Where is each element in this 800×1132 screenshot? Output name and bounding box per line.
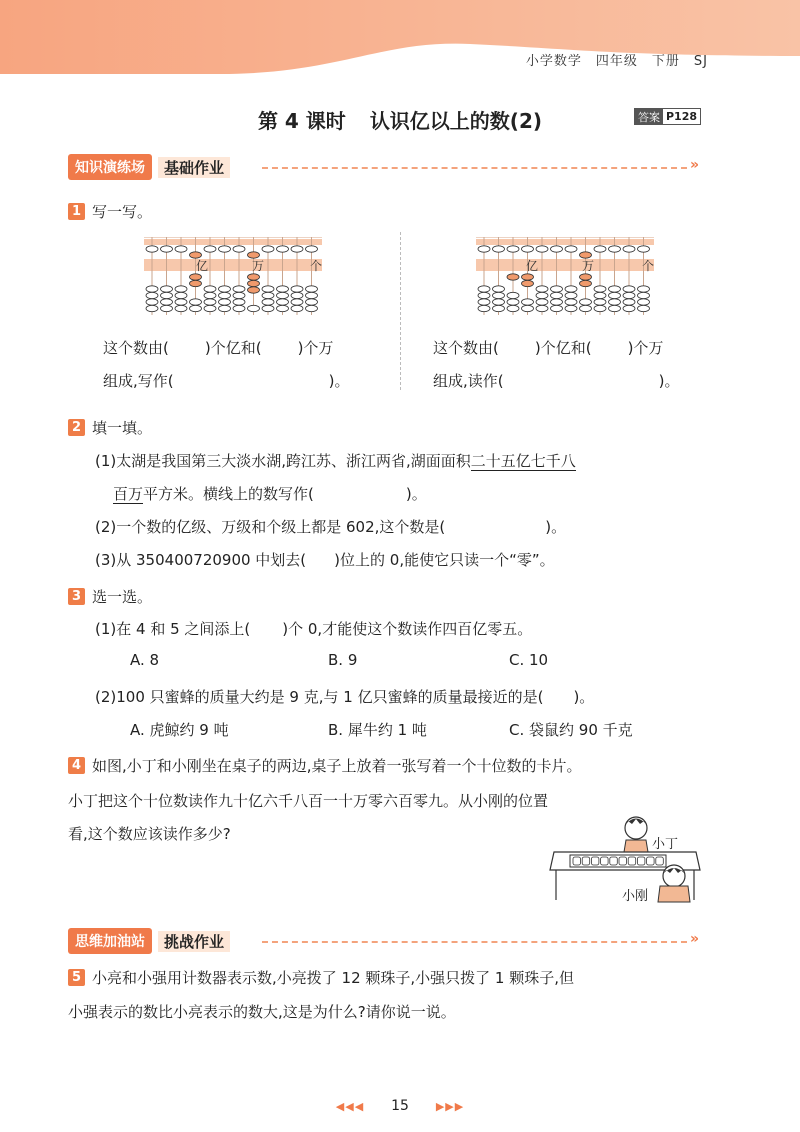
page-footer [0, 1098, 800, 1114]
abacus-bead [204, 299, 216, 305]
abacus-bead [522, 280, 534, 286]
abacus-bead [623, 286, 635, 292]
abacus-bead [565, 305, 577, 311]
abacus-bead [175, 246, 187, 252]
abacus-bead [478, 299, 490, 305]
question-number: 2 [68, 419, 85, 436]
abacus-bead [507, 246, 519, 252]
abacus-bead [493, 305, 505, 311]
abacus-bead [306, 286, 318, 292]
left-arrows-icon: ◀◀◀ [335, 1100, 365, 1113]
abacus-bead [638, 292, 650, 298]
abacus-bead [233, 305, 245, 311]
abacus-bead [190, 252, 202, 258]
abacus-bead [161, 292, 173, 298]
answer-page: P128 [666, 110, 698, 123]
table-illustration [548, 812, 708, 904]
abacus-bead [522, 305, 534, 311]
abacus-bead [262, 305, 274, 311]
card-digit-box [619, 857, 627, 865]
abacus-bead [146, 292, 158, 298]
abacus-bead [478, 246, 490, 252]
abacus-bead [291, 246, 303, 252]
card-digit-box [656, 857, 664, 865]
abacus-bead [536, 286, 548, 292]
abacus-bead [638, 286, 650, 292]
card-digit-box [582, 857, 590, 865]
abacus-bead [190, 280, 202, 286]
abacus-bead [248, 287, 260, 293]
abacus-bead [493, 246, 505, 252]
abacus-bead [262, 286, 274, 292]
abacus-bead [146, 299, 158, 305]
column-divider [400, 232, 401, 390]
abacus-bead [565, 299, 577, 305]
abacus-bead [190, 299, 202, 305]
question-1-title: 1 写一写。 [68, 201, 152, 222]
abacus-bead [638, 299, 650, 305]
abacus-bead [277, 292, 289, 298]
question-number: 1 [68, 203, 85, 220]
abacus-bead [565, 292, 577, 298]
boy-xiaoding [624, 817, 648, 852]
question-3-title: 3 选一选。 [68, 586, 152, 607]
abacus-bead [306, 246, 318, 252]
abacus-bead [175, 305, 187, 311]
double-chevron-icon: » [690, 931, 698, 947]
question-5-line-2: 小强表示的数比小亮表示的数大,这是为什么?请你说一说。 [68, 1003, 456, 1021]
abacus-bead [161, 299, 173, 305]
q2-part-1-line-2: 百万平方米。横线上的数写作( )。 [113, 485, 427, 503]
abacus-bead [580, 305, 592, 311]
q3-part-2: (2)100 只蜜蜂的质量大约是 9 克,与 1 亿只蜜蜂的质量最接近的是( )。 [95, 688, 595, 706]
abacus-right [476, 237, 656, 317]
abacus-bead [594, 246, 606, 252]
abacus-bead [161, 286, 173, 292]
card-digit-box [628, 857, 636, 865]
abacus-bead [478, 286, 490, 292]
question-4-line-1: 4 如图,小丁和小刚坐在桌子的两边,桌子上放着一张写着一个十位数的卡片。 [68, 755, 582, 776]
abacus-bead [291, 286, 303, 292]
q1-left-line-1: 这个数由( )个亿和( )个万 [103, 339, 334, 357]
card-digit-box [591, 857, 599, 865]
abacus-bead [594, 305, 606, 311]
q1-right-line-2: 组成,读作( )。 [433, 372, 680, 390]
abacus-bead [536, 246, 548, 252]
abacus-bead [262, 246, 274, 252]
abacus-bead [233, 292, 245, 298]
lesson-number: 第 4 课时 [257, 109, 346, 133]
abacus-bead [219, 246, 231, 252]
abacus-bead [536, 299, 548, 305]
abacus-bead [507, 305, 519, 311]
question-4-line-3: 看,这个数应该读作多少? [68, 825, 231, 843]
abacus-bead [204, 305, 216, 311]
abacus-bead [233, 286, 245, 292]
abacus-bead [291, 305, 303, 311]
abacus-bead [551, 246, 563, 252]
abacus-bead [522, 274, 534, 280]
right-arrows-icon: ▶▶▶ [435, 1100, 465, 1113]
abacus-bead [609, 286, 621, 292]
section-challenge-header [68, 928, 230, 954]
abacus-bead [291, 292, 303, 298]
abacus-bead [219, 299, 231, 305]
card-digit-box [601, 857, 609, 865]
section-badge: 思维加油站 [68, 928, 152, 954]
q1-left-line-2: 组成,写作( )。 [103, 372, 350, 390]
abacus-bead [219, 305, 231, 311]
abacus-bead [306, 305, 318, 311]
section-subtitle: 基础作业 [158, 157, 230, 178]
abacus-bead [204, 292, 216, 298]
abacus-bead [175, 286, 187, 292]
card-digit-box [637, 857, 645, 865]
abacus-bead [204, 246, 216, 252]
abacus-bead [507, 299, 519, 305]
abacus-bead [146, 305, 158, 311]
abacus-bead [248, 280, 260, 286]
abacus-bead [262, 299, 274, 305]
abacus-bead [248, 274, 260, 280]
section-basic-header [68, 154, 230, 180]
abacus-bead [233, 299, 245, 305]
abacus-bead [507, 274, 519, 280]
abacus-bead [580, 252, 592, 258]
abacus-bead [478, 292, 490, 298]
abacus-bead [623, 299, 635, 305]
section-dashed-line [262, 167, 687, 169]
q3-option-a-2[interactable]: A. 虎鲸约 9 吨 [130, 721, 229, 739]
abacus-bead [493, 292, 505, 298]
abacus-bead [609, 299, 621, 305]
q2-part-1-line-1: (1)太湖是我国第三大淡水湖,跨江苏、浙江两省,湖面面积二十五亿七千八 [95, 452, 576, 470]
question-4-line-2: 小丁把这个十位数读作九十亿六千八百一十万零六百零九。从小刚的位置 [68, 792, 549, 810]
abacus-bead [248, 305, 260, 311]
abacus-bead [565, 286, 577, 292]
label-wan: 万 [582, 259, 595, 273]
abacus-bead [190, 305, 202, 311]
abacus-bead [219, 286, 231, 292]
label-xiaoding: 小丁 [652, 837, 679, 852]
abacus-bead [536, 292, 548, 298]
card-digit-box [647, 857, 655, 865]
abacus-bead [175, 292, 187, 298]
question-number: 5 [68, 969, 85, 986]
section-subtitle: 挑战作业 [158, 931, 230, 952]
abacus-bead [551, 286, 563, 292]
abacus-left [144, 237, 324, 317]
abacus-bead [190, 274, 202, 280]
abacus-bead [262, 292, 274, 298]
q3-part-1: (1)在 4 和 5 之间添上( )个 0,才能使这个数读作四百亿零五。 [95, 620, 533, 638]
question-5-line-1: 5 小亮和小强用计数器表示数,小亮拨了 12 颗珠子,小强只拨了 1 颗珠子,但 [68, 967, 574, 988]
question-2-title: 2 填一填。 [68, 417, 152, 438]
abacus-frame [144, 237, 322, 271]
q2-part-3: (3)从 350400720900 中划去( )位上的 0,能使它只读一个“零”。 [95, 551, 555, 569]
abacus-bead [277, 246, 289, 252]
abacus-frame [476, 237, 654, 271]
label-wan: 万 [252, 259, 265, 273]
abacus-bead [306, 292, 318, 298]
abacus-bead [146, 286, 158, 292]
label-xiaogang: 小刚 [622, 889, 649, 904]
abacus-bead [522, 299, 534, 305]
header-text: 小学数学 四年级 下册 SJ [525, 54, 708, 69]
q3-option-b-2[interactable]: B. 犀牛约 1 吨 [328, 721, 427, 739]
abacus-bead [580, 280, 592, 286]
abacus-bead [233, 246, 245, 252]
abacus-bead [306, 299, 318, 305]
card-digit-box [610, 857, 618, 865]
abacus-bead [551, 299, 563, 305]
abacus-bead [609, 292, 621, 298]
abacus-bead [623, 292, 635, 298]
abacus-bead [291, 299, 303, 305]
abacus-bead [609, 305, 621, 311]
answer-tag [634, 108, 701, 125]
abacus-bead [638, 305, 650, 311]
abacus-bead [594, 286, 606, 292]
abacus-bead [594, 299, 606, 305]
card-digit-box [573, 857, 581, 865]
page-number: 15 [391, 1098, 409, 1114]
abacus-bead [551, 292, 563, 298]
abacus-bead [478, 305, 490, 311]
answer-label: 答案 [635, 109, 663, 124]
section-dashed-line [262, 941, 687, 943]
abacus-bead [493, 299, 505, 305]
abacus-bead [580, 299, 592, 305]
lesson-name: 认识亿以上的数(2) [369, 109, 543, 133]
label-yi: 亿 [526, 259, 539, 273]
label-ge: 个 [642, 259, 655, 273]
q3-option-a[interactable]: A. 8 [130, 651, 160, 669]
double-chevron-icon: » [690, 157, 698, 173]
abacus-bead [248, 252, 260, 258]
abacus-bead [204, 286, 216, 292]
abacus-bead [580, 274, 592, 280]
abacus-bead [277, 305, 289, 311]
abacus-bead [594, 292, 606, 298]
abacus-bead [161, 305, 173, 311]
abacus-bead [638, 246, 650, 252]
abacus-bead [507, 292, 519, 298]
q3-option-c-2[interactable]: C. 袋鼠约 90 千克 [509, 721, 633, 739]
abacus-bead [623, 305, 635, 311]
abacus-bead [551, 305, 563, 311]
section-badge: 知识演练场 [68, 154, 152, 180]
abacus-bead [175, 299, 187, 305]
abacus-bead [536, 305, 548, 311]
abacus-bead [219, 292, 231, 298]
abacus-bead [161, 246, 173, 252]
q2-part-2: (2)一个数的亿级、万级和个级上都是 602,这个数是( )。 [95, 518, 567, 536]
abacus-bead [277, 299, 289, 305]
abacus-bead [623, 246, 635, 252]
q3-option-c[interactable]: C. 10 [509, 651, 549, 669]
abacus-bead [522, 246, 534, 252]
question-number: 3 [68, 588, 85, 605]
q3-option-b[interactable]: B. 9 [328, 651, 358, 669]
label-ge: 个 [310, 259, 323, 273]
question-number: 4 [68, 757, 85, 774]
label-yi: 亿 [196, 259, 209, 273]
q1-right-line-1: 这个数由( )个亿和( )个万 [433, 339, 664, 357]
abacus-bead [565, 246, 577, 252]
abacus-bead [493, 286, 505, 292]
abacus-bead [609, 246, 621, 252]
abacus-bead [146, 246, 158, 252]
abacus-bead [277, 286, 289, 292]
